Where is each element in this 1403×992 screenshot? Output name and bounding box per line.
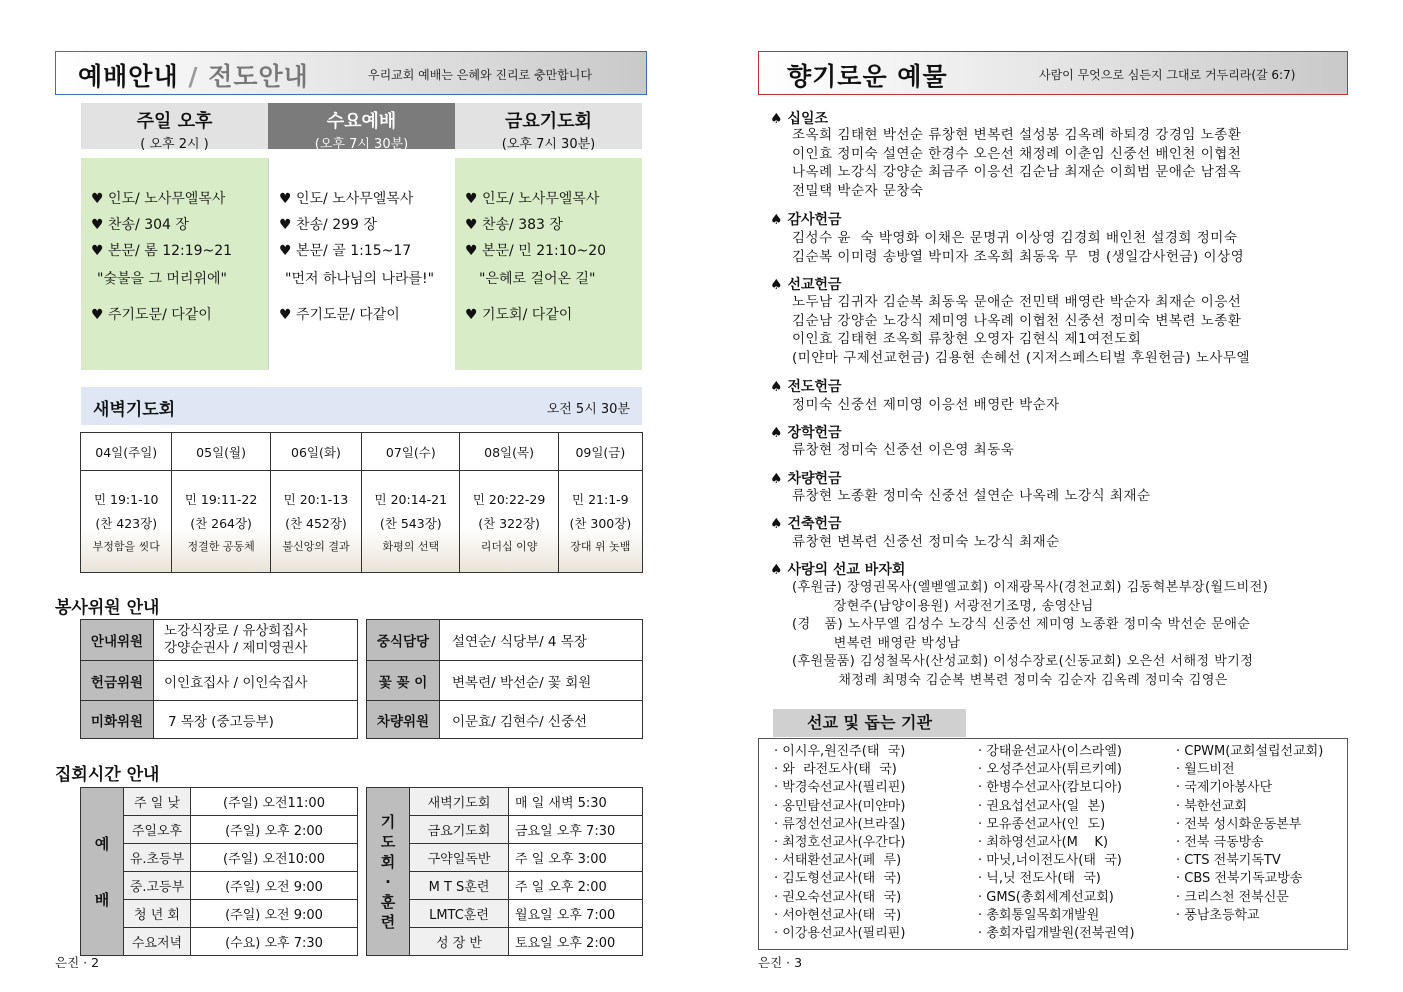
offering-title: ♠ 차량헌금: [770, 471, 842, 487]
offering-names: (후원금) 장영권목사(엘벧엘교회) 이재광목사(경천교회) 김동혁본부장(월드비전) 장현주(남양이용원) 서광전기조명, 송영산님 (경 품) 노사무엘 김성수 노강식 신중선 제미영 노종환 정미숙 박선순 문애순 변복련 배영란 박성남 (후원물품) 김성철목사(산성교회) 이성수장로(신동교회) 오은선 서해정 박기정 채정례 최명숙 김순복 변복련 정미숙 김순자 김옥례 정미숙 김영은: [792, 580, 1269, 688]
offering-title: ♠ 사랑의 선교 바자회: [770, 562, 906, 578]
service-body-sunday: ♥ 인도/ 노사무엘목사 ♥ 찬송/ 304 장 ♥ 본문/ 롬 12:19~21 "숯불을 그 머리위에" ♥ 주기도문/ 다같이: [81, 158, 268, 370]
header-subtitle: 우리교회 예배는 은혜와 진리로 충만합니다: [368, 68, 592, 82]
service-header-friday: 금요기도회 (오후 7시 30분): [455, 103, 642, 149]
offering-names: 김성수 윤 숙 박영화 이채은 문명귀 이상영 김경희 배인천 설경희 정미숙 김순복 이미령 송방열 박미자 조옥희 최동욱 무 명 (생일감사헌금) 이상영: [792, 230, 1245, 265]
offering-title: ♠ 장학헌금: [770, 425, 842, 441]
service-body-wednesday: ♥ 인도/ 노사무엘목사 ♥ 찬송/ 299 장 ♥ 본문/ 골 1:15~17 "먼저 하나님의 나라를!" ♥ 주기도문/ 다같이: [268, 158, 457, 370]
orgs-column-3: · CPWM(교회설립선교회) · 월드비전 · 국제기아봉사단 · 북한선교회 · 전북 성시화운동본부 · 전북 극동방송 · CTS 전북기독TV · CBS 전북기독교방송 · 크리스천 전북신문 · 풍남초등학교: [1176, 744, 1324, 923]
right-page-title: 향기로운 예물: [787, 62, 948, 91]
meetings-table-worship: 예 배 주 일 낮 (주일) 오전11:00 주일오후 (주일) 오후 2:00 유.초등부 (주일) 오전10:00 중.고등부 (주일) 오전 9:00 청 년 회 (주일) 오전 9:00 수요저녁 (수요) 오후 7:30: [80, 787, 358, 956]
offering-names: 정미숙 신중선 제미영 이응선 배영란 박순자: [792, 397, 1060, 413]
offering-title: ♠ 건축헌금: [770, 516, 842, 532]
service-header-sunday: 주일 오후 ( 오후 2시 ): [81, 103, 268, 149]
offering-title: ♠ 감사헌금: [770, 212, 842, 228]
offering-names: 류창현 변복련 신중선 정미숙 노강식 최재순: [792, 534, 1060, 550]
orgs-column-2: · 강태윤선교사(이스라엘) · 오성주선교사(튀르키예) · 한병수선교사(캄보디아) · 권요섭선교사(일 본) · 모유종선교사(인 도) · 최하영선교사(M K) · 마닛,너이전도사(태 국) · 닉,닛 전도사(태 국) · GMS(총회세계선교회) · 총회통일목회개발원 · 총회자립개발원(전북권역): [978, 744, 1135, 942]
volunteers-title: 봉사위원 안내: [55, 598, 160, 618]
offering-title: ♠ 선교헌금: [770, 277, 842, 293]
right-header: [758, 51, 1348, 95]
meetings-table-prayer: 기 도 회 · 훈 련 새벽기도회 매 일 새벽 5:30 금요기도회 금요일 오후 7:30 구약일독반 주 일 오후 3:00 M T S훈련 주 일 오후 2:00 LMTC훈련 월요일 오후 7:00 성 장 반 토요일 오후 2:00: [366, 787, 643, 956]
offering-names: 류창현 노종환 정미숙 신중선 설연순 나옥례 노강식 최재순: [792, 488, 1151, 504]
left-header: [55, 51, 647, 95]
orgs-title: 선교 및 돕는 기관: [773, 709, 966, 737]
right-header-subtitle: 사람이 무엇으로 심든지 그대로 거두리라(갈 6:7): [1039, 68, 1296, 82]
prayer-group-label: 기 도 회 · 훈 련: [367, 788, 410, 956]
volunteers-table-right: 중식담당 설연순/ 식당부/ 4 목장 꽃 꽂 이 변복련/ 박선순/ 꽃 회원 차량위원 이문효/ 김현수/ 신중선: [366, 619, 643, 739]
offering-title: ♠ 전도헌금: [770, 379, 842, 395]
dawn-prayer-table: 04일(주일) 05일(월) 06일(화) 07일(수) 08일(목) 09일(금) 민 19:1-10 (찬 423장) 부정함을 씻다 민 19:11-22 (찬 264장) 정결한 공동체 민 20:1-13 (찬 452장) 불신앙의 결과 민 20:14-21 (찬 543장) 화평의 선택 민 20:22-29 (찬 322장) 리더십 이양 민 21:1-9 (찬 300장) 장대 위 놋뱀: [80, 432, 643, 573]
worship-group-label: 예 배: [81, 788, 124, 956]
left-footer: 은진 · 2: [55, 955, 100, 970]
right-footer: 은진 · 3: [758, 955, 803, 970]
dawn-prayer-bar: 새벽기도회 오전 5시 30분: [81, 387, 642, 425]
offering-names: 류창현 정미숙 신중선 이은영 최동욱: [792, 442, 1015, 458]
offering-names: 조옥희 김태현 박선순 류창현 변복련 설성봉 김옥례 하퇴경 강경임 노종환 이인효 정미숙 설연순 한경수 오은선 채정례 이춘임 신중선 배인천 이협천 나옥례 노강식 강양순 최금주 이응선 김순남 최재순 이희범 문애순 남점옥 전밀택 박순자 문창숙: [792, 127, 1242, 199]
service-body-friday: ♥ 인도/ 노사무엘목사 ♥ 찬송/ 383 장 ♥ 본문/ 민 21:10~20 "은혜로 걸어온 길" ♥ 기도회/ 다같이: [455, 158, 642, 370]
offering-names: 노두남 김귀자 김순복 최동욱 문애순 전민택 배영란 박순자 최재순 이응선 김순남 강양순 노강식 제미영 나옥례 이협천 신중선 정미숙 변복련 노종환 이인효 김태현 조옥희 류창현 오영자 김현식 제1여전도회 (미얀마 구제선교헌금) 김용현 손혜선 (지저스페스티벌 후원헌금) 노사무엘: [792, 294, 1251, 366]
volunteers-table-left: 안내위원 노강식장로 / 유상희집사 강양순권사 / 제미영권사 헌금위원 이인효집사 / 이인숙집사 미화위원 7 목장 (중고등부): [80, 619, 358, 739]
orgs-column-1: · 이시우,원진주(태 국) · 와 라전도사(태 국) · 박경숙선교사(필리핀) · 옹민탐선교사(미얀마) · 류정선선교사(브라질) · 최정호선교사(우간다) · 서태환선교사(페 루) · 김도형선교사(태 국) · 권오숙선교사(태 국) · 서아현선교사(태 국) · 이강용선교사(필리핀): [774, 744, 906, 942]
page-title: 예배안내 / 전도안내: [78, 62, 309, 91]
offering-title: ♠ 십일조: [770, 111, 829, 127]
meetings-title: 집회시간 안내: [55, 765, 160, 785]
service-header-wednesday: 수요예배 (오후 7시 30분): [268, 103, 455, 149]
